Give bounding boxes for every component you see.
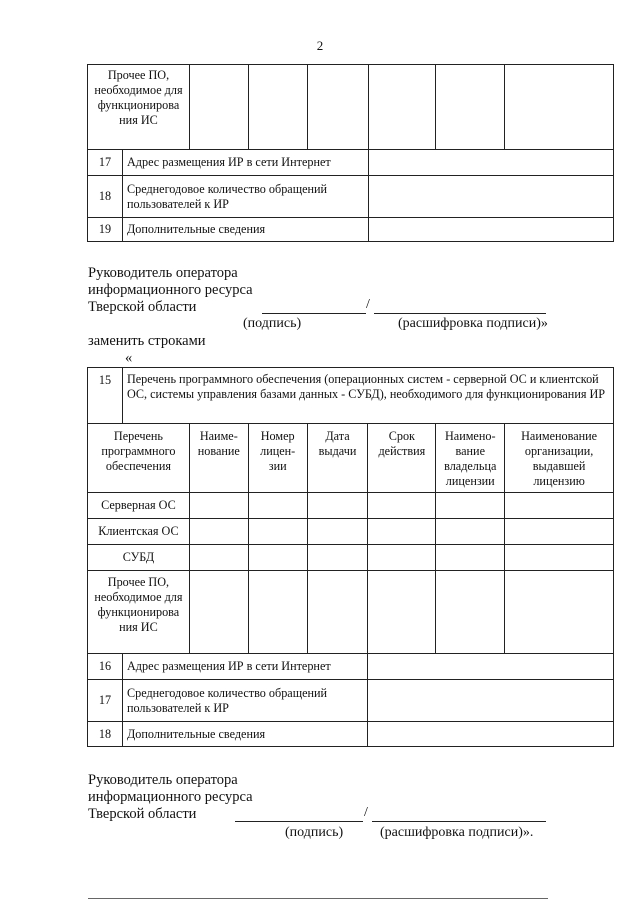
row-number: 16 bbox=[88, 654, 123, 680]
replace-text: заменить строками bbox=[88, 333, 206, 349]
signature-line bbox=[235, 821, 363, 822]
software-row-client-os: Клиентская ОС bbox=[88, 519, 190, 545]
header-license-owner: Наимено-вание владельца лицензии bbox=[436, 424, 505, 493]
page-bottom-rule bbox=[88, 898, 548, 899]
header-software-list: Перечень программного обеспечения bbox=[88, 424, 190, 493]
row-number: 17 bbox=[88, 680, 123, 722]
signature-line bbox=[262, 313, 366, 314]
row-label: Адрес размещения ИР в сети Интернет bbox=[122, 654, 367, 680]
software-list-description: Перечень программного обеспечения (операционных систем - серверной ОС и клиентской ОС, системы управления базами данных - СУБД), необходимого для функционирования ИР bbox=[122, 368, 613, 424]
decoding-line bbox=[374, 313, 546, 314]
row-label: Адрес размещения ИР в сети Интернет bbox=[122, 150, 368, 176]
decoding-caption: (расшифровка подписи)» bbox=[398, 316, 548, 331]
signature-slash: / bbox=[364, 805, 368, 820]
signature-block-1: Руководитель оператора информационного ресурса Тверской области bbox=[88, 265, 253, 315]
header-name: Наиме-нование bbox=[189, 424, 248, 493]
software-row-other: Прочее ПО, необходимое для функционирова ния ИС bbox=[88, 571, 190, 654]
other-software-cell: Прочее ПО, необходимое для функционирова ния ИС bbox=[88, 65, 190, 150]
header-license-number: Номер лицен-зии bbox=[248, 424, 307, 493]
signature-block-2: Руководитель оператора информационного ресурса Тверской области bbox=[88, 772, 253, 822]
software-row-dbms: СУБД bbox=[88, 545, 190, 571]
row-number: 18 bbox=[88, 722, 123, 747]
row-label: Дополнительные сведения bbox=[122, 722, 367, 747]
bottom-table bbox=[87, 367, 614, 747]
row-number: 17 bbox=[88, 150, 123, 176]
row-label: Среднегодовое количество обращений пользователей к ИР bbox=[122, 680, 367, 722]
page-number: 2 bbox=[316, 38, 324, 53]
header-issue-date: Дата выдачи bbox=[307, 424, 368, 493]
row-label: Дополнительные сведения bbox=[122, 218, 368, 242]
decoding-line bbox=[372, 821, 546, 822]
row-number: 15 bbox=[88, 368, 123, 424]
signature-caption: (подпись) bbox=[285, 825, 344, 840]
decoding-caption: (расшифровка подписи)». bbox=[380, 825, 534, 840]
row-number: 19 bbox=[88, 218, 123, 242]
open-quote: « bbox=[125, 350, 133, 366]
software-row-server-os: Серверная ОС bbox=[88, 493, 190, 519]
signature-slash: / bbox=[366, 297, 370, 312]
header-issuing-org: Наименование организации, выдавшей лицензию bbox=[505, 424, 614, 493]
top-table bbox=[87, 64, 614, 242]
row-label: Среднегодовое количество обращений пользователей к ИР bbox=[122, 176, 368, 218]
row-number: 18 bbox=[88, 176, 123, 218]
signature-caption: (подпись) bbox=[243, 316, 302, 331]
header-validity: Срок действия bbox=[368, 424, 436, 493]
